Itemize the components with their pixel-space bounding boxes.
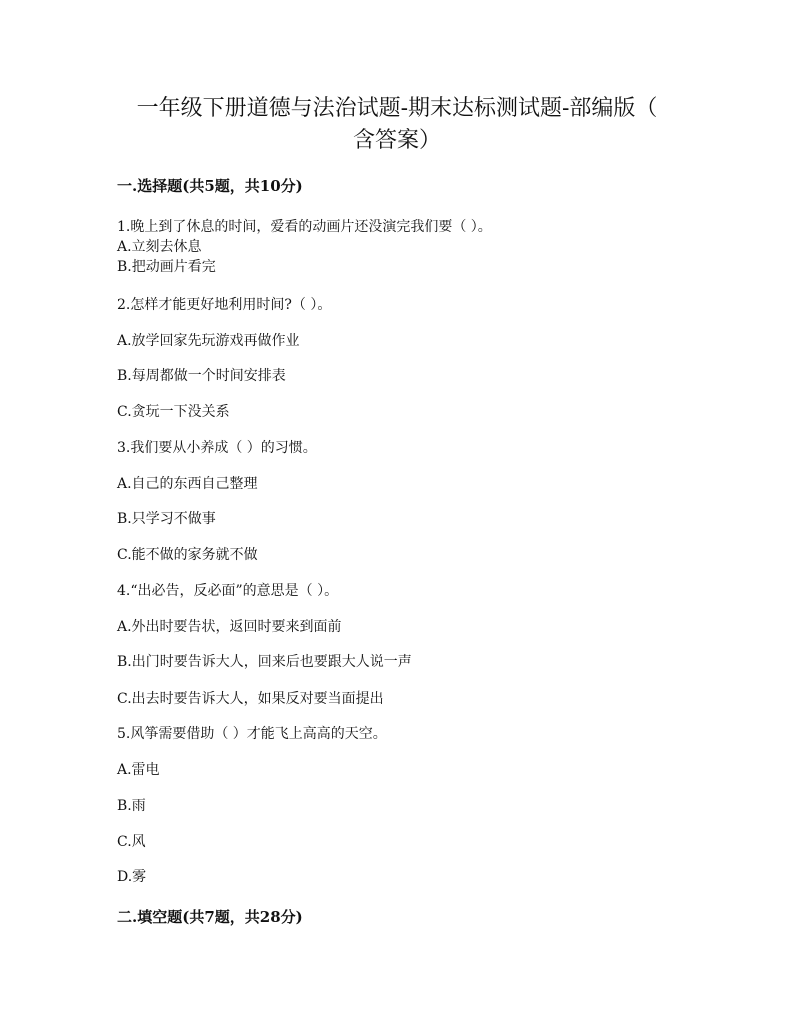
question-3-option-b: B.只学习不做事 [117, 511, 216, 527]
question-5-option-b: B.雨 [117, 798, 146, 814]
question-4-option-b: B.出门时要告诉大人，回来后也要跟大人说一声 [117, 654, 412, 670]
question-2-option-c: C.贪玩一下没关系 [117, 404, 230, 420]
question-5-option-c: C.风 [117, 834, 146, 850]
question-3-stem: 3.我们要从小养成（ ）的习惯。 [117, 440, 317, 456]
document-title-line1: 一年级下册道德与法治试题-期末达标测试题-部编版（ [136, 96, 658, 121]
question-3-option-a: A.自己的东西自己整理 [117, 476, 258, 492]
section-heading-multiple-choice: 一.选择题(共5题，共10分) [117, 177, 303, 195]
question-4-option-c: C.出去时要告诉大人，如果反对要当面提出 [117, 691, 384, 707]
question-4-stem: 4.“出必告，反必面”的意思是（ ）。 [117, 583, 339, 599]
question-1-option-b: B.把动画片看完 [117, 259, 216, 275]
question-5-option-d: D.雾 [117, 869, 147, 885]
question-5-option-a: A.雷电 [117, 762, 160, 778]
question-5-stem: 5.风筝需要借助（ ）才能飞上高高的天空。 [117, 726, 387, 742]
question-1-option-a: A.立刻去休息 [117, 239, 202, 255]
question-4-option-a: A.外出时要告状，返回时要来到面前 [117, 619, 342, 635]
question-3-option-c: C.能不做的家务就不做 [117, 547, 258, 563]
question-2-option-b: B.每周都做一个时间安排表 [117, 368, 286, 384]
question-1-stem: 1.晚上到了休息的时间，爱看的动画片还没演完我们要（ ）。 [117, 219, 492, 235]
document-title-line2: 含答案） [352, 128, 441, 153]
question-2-option-a: A.放学回家先玩游戏再做作业 [117, 333, 300, 349]
section-heading-fill-in: 二.填空题(共7题，共28分) [117, 908, 303, 926]
question-2-stem: 2.怎样才能更好地利用时间?（ ）。 [117, 297, 332, 313]
